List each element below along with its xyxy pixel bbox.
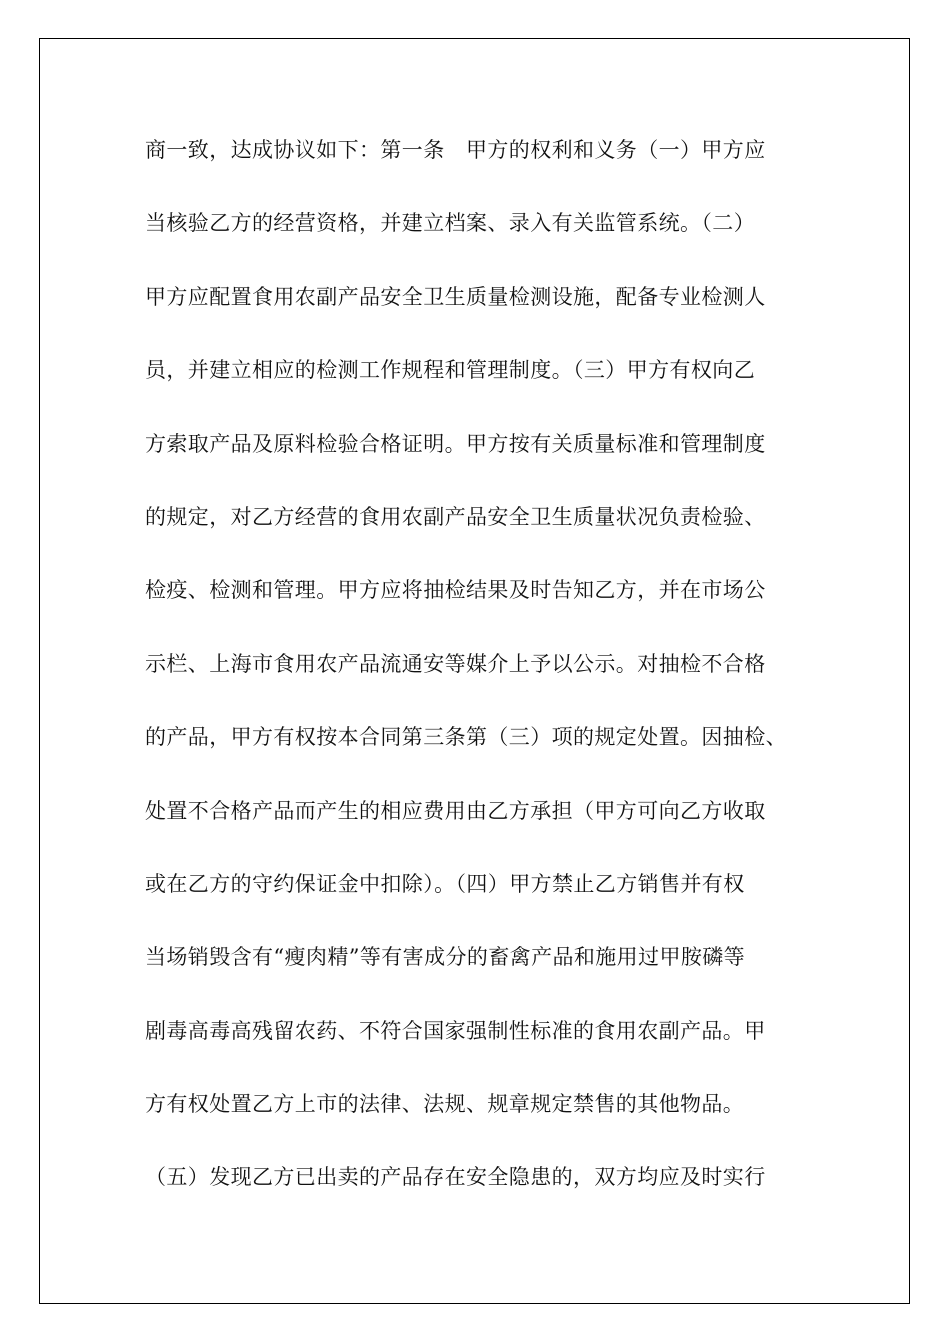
text-line: 当核验乙方的经营资格，并建立档案、录入有关监管系统。（二） <box>145 211 756 236</box>
text-line: 方有权处置乙方上市的法律、法规、规章规定禁售的其他物品。 <box>145 1092 745 1117</box>
text-line: 商一致，达成协议如下：第一条 甲方的权利和义务（一）甲方应 <box>145 138 766 162</box>
text-line: 处置不合格产品而产生的相应费用由乙方承担（甲方可向乙方收取 <box>145 798 766 823</box>
text-line: 的规定，对乙方经营的食用农副产品安全卫生质量状况负责检验、 <box>145 504 766 529</box>
text-line: 的产品，甲方有权按本合同第三条第（三）项的规定处置。因抽检、 <box>145 725 787 750</box>
text-line: （五）发现乙方已出卖的产品存在安全隐患的，双方均应及时实行 <box>145 1165 766 1190</box>
text-line: 甲方应配置食用农副产品安全卫生质量检测设施，配备专业检测人 <box>145 284 766 309</box>
document-body <box>145 126 825 1227</box>
text-line: 员，并建立相应的检测工作规程和管理制度。（三）甲方有权向乙 <box>145 358 756 383</box>
text-line: 检疫、检测和管理。甲方应将抽检结果及时告知乙方，并在市场公 <box>145 578 766 603</box>
text-line: 方索取产品及原料检验合格证明。甲方按有关质量标准和管理制度 <box>145 431 766 456</box>
text-line: 当场销毁含有“瘦肉精”等有害成分的畜禽产品和施用过甲胺磷等 <box>145 945 746 970</box>
text-line: 示栏、上海市食用农产品流通安等媒介上予以公示。对抽检不合格 <box>145 651 766 676</box>
text-line: 剧毒高毒高残留农药、不符合国家强制性标准的食用农副产品。甲 <box>145 1018 766 1043</box>
text-line: 或在乙方的守约保证金中扣除）。（四）甲方禁止乙方销售并有权 <box>145 871 745 896</box>
